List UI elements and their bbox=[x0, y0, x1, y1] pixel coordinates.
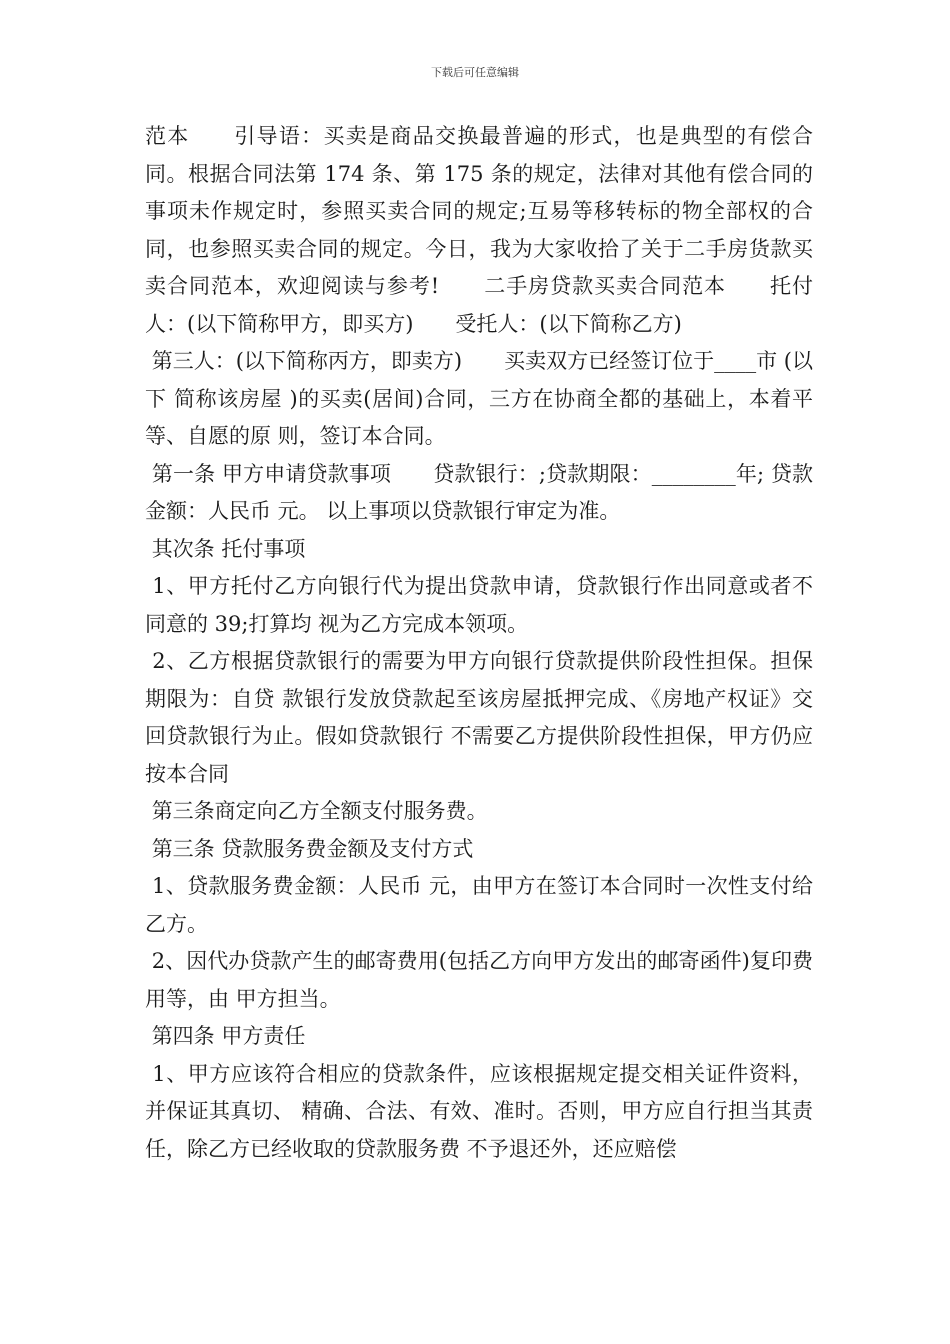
paragraph-article-4-item-1: 1、甲方应该符合相应的贷款条件，应该根据规定提交相关证件资料，并保证其真切、 精确、合法、有效、准时。否则，甲方应自行担当其责任，除乙方已经收取的贷款服务费 不予退还外，还应赔偿 bbox=[145, 1061, 813, 1161]
document-body bbox=[145, 118, 813, 1168]
paragraph-third-party: 第三人：(以下简称丙方，即卖方) 买卖双方已经签订位于____市 (以下 简称该房屋 )的买卖(居间)合同，三方在协商全都的基础上，本着平等、自愿的原 则，签订本合同。 bbox=[145, 349, 813, 448]
paragraph-article-3-item-2: 2、因代办贷款产生的邮寄费用(包括乙方向甲方发出的邮寄函件)复印费用等，由 甲方担当。 bbox=[145, 949, 813, 1011]
paragraph-article-1: 第一条 甲方申请贷款事项 贷款银行：;贷款期限：________年; 贷款金额：人民币 元。 以上事项以贷款银行审定为准。 bbox=[145, 461, 813, 523]
heading-article-2: 其次条 托付事项 bbox=[145, 536, 306, 561]
page-header-note: 下载后可任意编辑 bbox=[431, 66, 519, 79]
paragraph-intro: 范本 引导语：买卖是商品交换最普遍的形式，也是典型的有偿合同。根据合同法第 174 条、第 175 条的规定，法律对其他有偿合同的事项未作规定时，参照买卖合同的规定;互易等移转标的物全部权的合同，也参照买卖合同的规定。今日，我为大家收拾了关于二手房货款买卖合同范本，欢迎阅读与参考! 二手房贷款买卖合同范本 托付人：(以下简称甲方，即买方) 受托人：(以下简称乙方) bbox=[145, 124, 813, 336]
paragraph-article-2-item-2: 2、乙方根据贷款银行的需要为甲方向银行贷款提供阶段性担保。担保期限为：自贷 款银行发放贷款起至该房屋抵押完成、《房地产权证》交回贷款银行为止。假如贷款银行 不需要乙方提供阶段性担保，甲方仍应按本合同 bbox=[145, 649, 813, 786]
paragraph-service-fee-agreement: 第三条商定向乙方全额支付服务费。 bbox=[145, 799, 488, 823]
paragraph-article-2-item-1: 1、甲方托付乙方向银行代为提出贷款申请，贷款银行作出同意或者不同意的 39;打算均 视为乙方完成本领项。 bbox=[145, 574, 813, 636]
heading-article-4: 第四条 甲方责任 bbox=[145, 1024, 306, 1048]
paragraph-article-3-item-1: 1、贷款服务费金额：人民币 元，由甲方在签订本合同时一次性支付给乙方。 bbox=[145, 874, 813, 936]
heading-article-3: 第三条 贷款服务费金额及支付方式 bbox=[145, 836, 474, 861]
